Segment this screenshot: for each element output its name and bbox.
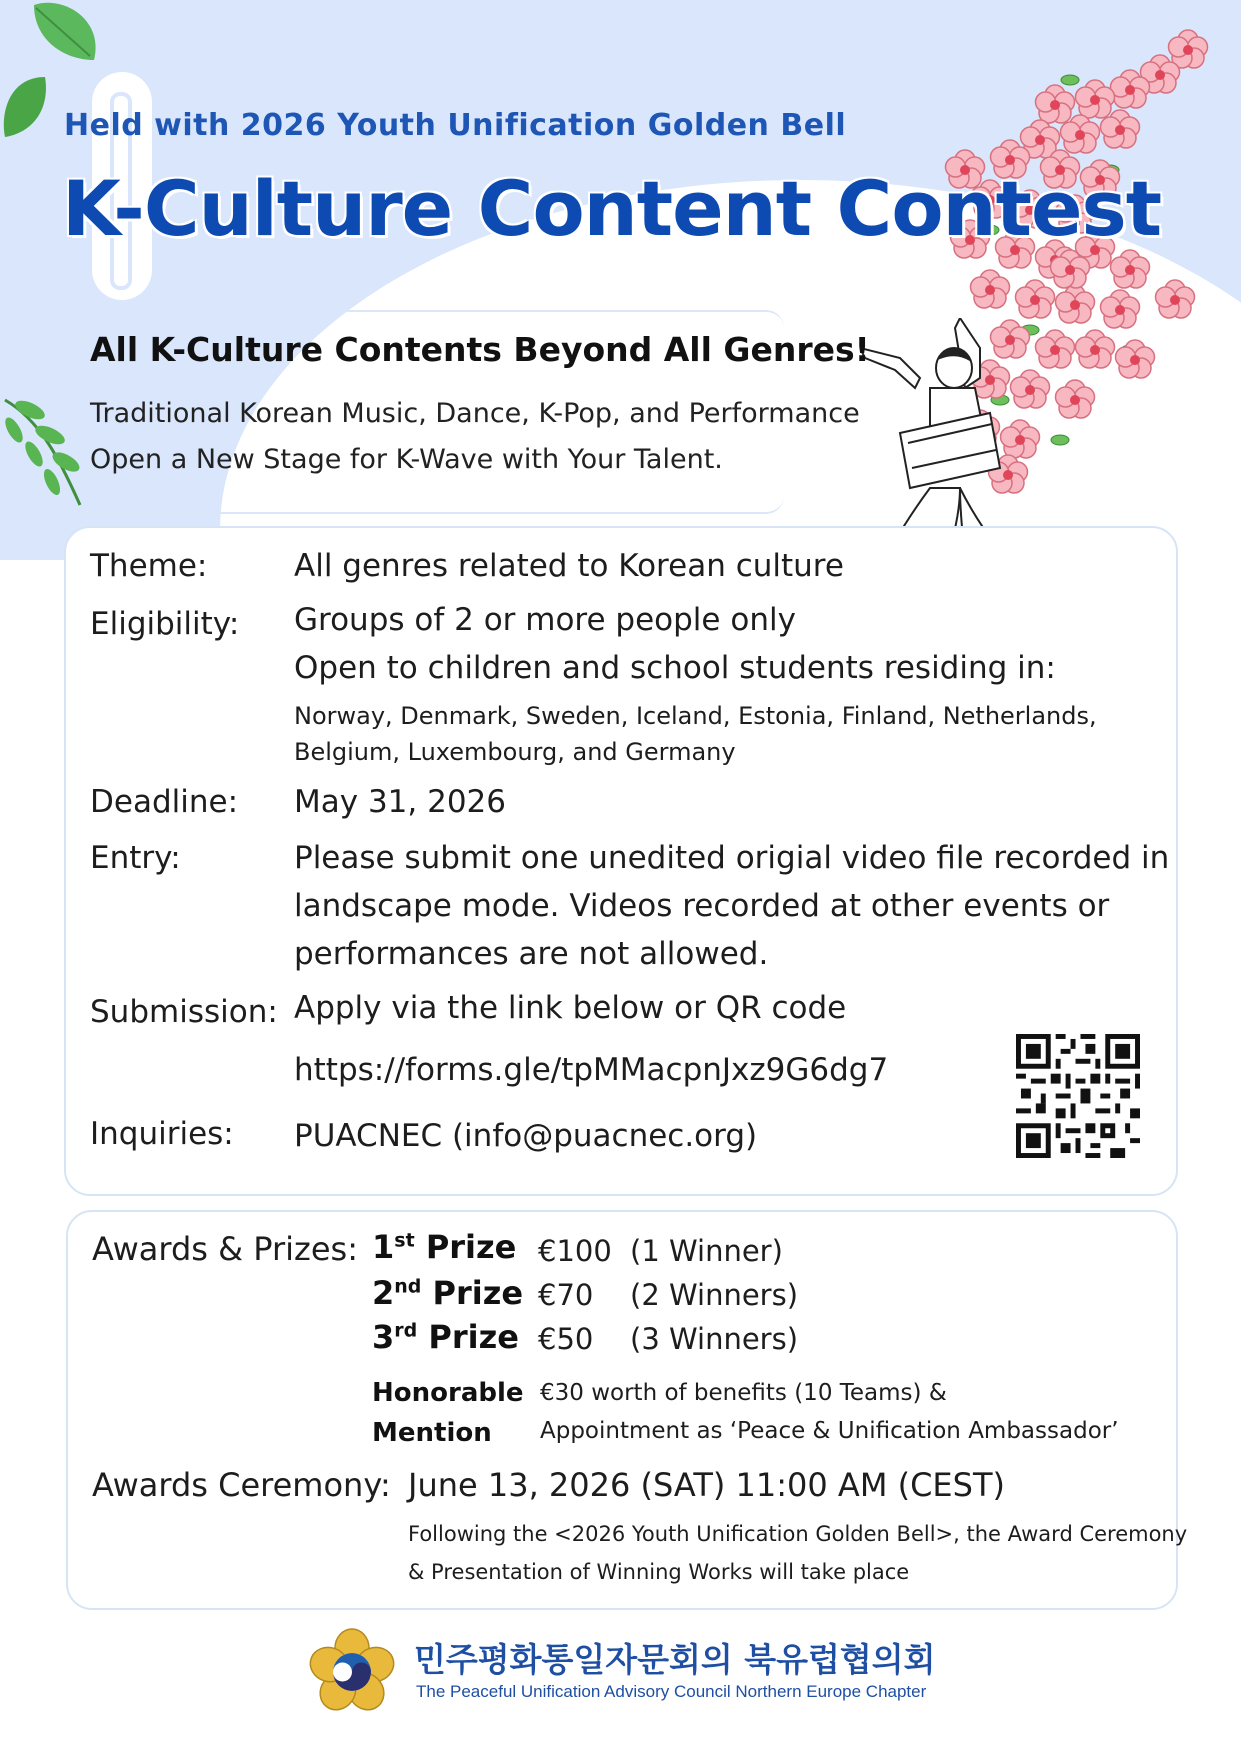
second-prize-amount: €70 <box>538 1278 594 1312</box>
leaf-icon <box>0 72 50 142</box>
ceremony-date: June 13, 2026 (SAT) 11:00 AM (CEST) <box>408 1466 1005 1504</box>
third-prize-amount: €50 <box>538 1322 594 1356</box>
entry-line-2: landscape mode. Videos recorded at other events or <box>294 888 1110 924</box>
third-prize-winners: (3 Winners) <box>630 1322 799 1356</box>
second-prize-label: 2nd Prize <box>372 1274 524 1312</box>
honorable-label-2: Mention <box>372 1418 492 1448</box>
org-name-korean: 민주평화통일자문회의 북유럽협의회 <box>414 1640 936 1679</box>
inquiries-label: Inquiries: <box>90 1116 234 1152</box>
entry-line-1: Please submit one unedited origial video file recorded in <box>294 840 1170 876</box>
intro-line-1: Traditional Korean Music, Dance, K-Pop, and Performance <box>90 398 860 429</box>
event-subtitle: Held with 2026 Youth Unification Golden Bell <box>64 108 847 143</box>
org-name-english: The Peaceful Unification Advisory Council Northern Europe Chapter <box>416 1682 927 1701</box>
second-prize-winners: (2 Winners) <box>630 1278 799 1312</box>
first-prize-label: 1st Prize <box>372 1228 517 1266</box>
deadline-label: Deadline: <box>90 784 239 820</box>
eligibility-label: Eligibility: <box>90 606 240 642</box>
ceremony-label: Awards Ceremony: <box>92 1466 391 1504</box>
first-prize-amount: €100 <box>538 1234 612 1268</box>
theme-value: All genres related to Korean culture <box>294 548 844 584</box>
ceremony-note-2: & Presentation of Winning Works will take place <box>408 1560 910 1584</box>
page-title: K-Culture Content Contest <box>62 164 1162 253</box>
eligibility-line-1: Groups of 2 or more people only <box>294 602 796 638</box>
intro-heading: All K-Culture Contents Beyond All Genres! <box>90 330 870 369</box>
deadline-value: May 31, 2026 <box>294 784 506 820</box>
ceremony-note-1: Following the <2026 Youth Unification Golden Bell>, the Award Ceremony <box>408 1522 1188 1546</box>
first-prize-winners: (1 Winner) <box>630 1234 783 1268</box>
org-logo <box>308 1628 396 1716</box>
submission-link[interactable]: https://forms.gle/tpMMacpnJxz9G6dg7 <box>294 1052 889 1088</box>
submission-line: Apply via the link below or QR code <box>294 990 847 1026</box>
leaf-icon <box>24 0 104 70</box>
eligibility-countries-2: Belgium, Luxembourg, and Germany <box>294 738 736 766</box>
inquiries-value[interactable]: PUACNEC (info@puacnec.org) <box>294 1118 758 1154</box>
honorable-text-2: Appointment as ‘Peace & Unification Ambassador’ <box>540 1418 1119 1444</box>
honorable-label-1: Honorable <box>372 1378 524 1408</box>
entry-label: Entry: <box>90 840 181 876</box>
theme-label: Theme: <box>90 548 208 584</box>
submission-label: Submission: <box>90 994 278 1030</box>
entry-line-3: performances are not allowed. <box>294 936 769 972</box>
intro-line-2: Open a New Stage for K-Wave with Your Talent. <box>90 444 723 475</box>
eligibility-line-2: Open to children and school students residing in: <box>294 650 1056 686</box>
eligibility-countries-1: Norway, Denmark, Sweden, Iceland, Estonia, Finland, Netherlands, <box>294 702 1097 730</box>
third-prize-label: 3rd Prize <box>372 1318 519 1356</box>
awards-card <box>66 1210 1178 1610</box>
honorable-text-1: €30 worth of benefits (10 Teams) & <box>540 1380 947 1406</box>
qr-code[interactable] <box>1016 1034 1140 1158</box>
awards-label: Awards & Prizes: <box>92 1230 358 1268</box>
